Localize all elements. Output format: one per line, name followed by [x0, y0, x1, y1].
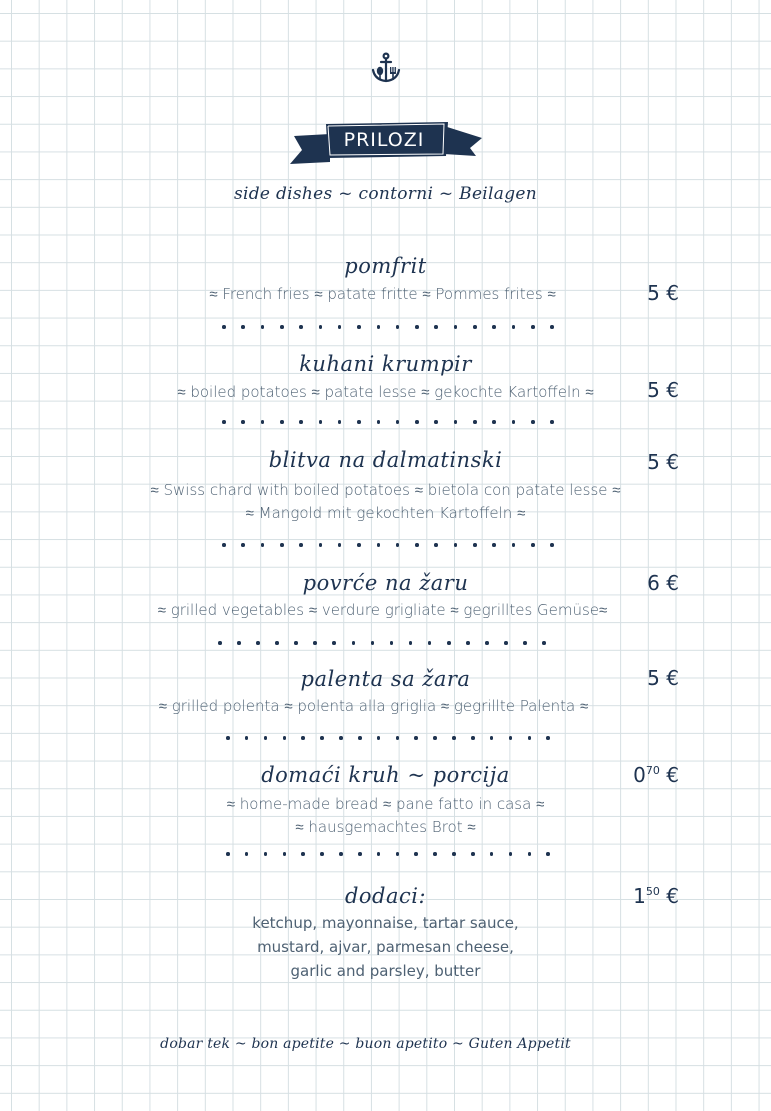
footer-greeting: dobar tek ~ bon apetite ~ buon apetito ~ Guten Appetit	[160, 1036, 571, 1052]
dish-price: 5 €	[647, 450, 679, 474]
subtitle: side dishes ~ contorni ~ Beilagen	[233, 184, 538, 204]
dish-translation: ≈ boiled potatoes ≈ patate lesse ≈ gekochte Kartoffeln ≈	[177, 383, 594, 401]
dotted-separator	[218, 641, 546, 645]
dish-price: 5 €	[647, 378, 679, 402]
dish-translation: ≈ French fries ≈ patate fritte ≈ Pommes frites ≈	[209, 285, 556, 303]
dish-name: pomfrit	[344, 254, 427, 278]
dish-price: 5 €	[647, 281, 679, 305]
dotted-separator	[226, 852, 550, 856]
dish-price: 5 €	[647, 666, 679, 690]
extras-title: dodaci:	[344, 884, 427, 908]
dotted-separator	[222, 325, 554, 329]
dish-price: 6 €	[647, 571, 679, 595]
anchor-fork-spoon-icon	[369, 52, 403, 84]
dish-translation: ≈ grilled vegetables ≈ verdure grigliate ≈ gegrilltes Gemüse≈	[157, 601, 608, 619]
dish-name: povrće na žaru	[302, 571, 469, 595]
extras-line: ketchup, mayonnaise, tartar sauce,	[252, 914, 519, 932]
dish-translation: ≈ home-made bread ≈ pane fatto in casa ≈	[226, 795, 545, 813]
dish-price: $0^{70}$ €	[633, 763, 679, 787]
dish-translation: ≈ hausgemachtes Brot ≈	[295, 818, 476, 836]
dish-name: domaći kruh ~ porcija	[261, 763, 510, 787]
extras-line: mustard, ajvar, parmesan cheese,	[257, 938, 514, 956]
dish-name: blitva na dalmatinski	[268, 448, 503, 472]
banner-title: PRILOZI	[343, 129, 425, 151]
dotted-separator	[222, 420, 554, 424]
dish-name: kuhani krumpir	[299, 352, 472, 376]
dish-translation: ≈ Mangold mit gekochten Kartoffeln ≈	[245, 504, 526, 522]
dish-translation: ≈ Swiss chard with boiled potatoes ≈ bietola con patate lesse ≈	[150, 481, 621, 499]
dish-translation: ≈ grilled polenta ≈ polenta alla griglia ≈ gegrillte Palenta ≈	[158, 697, 589, 715]
extras-line: garlic and parsley, butter	[290, 962, 481, 980]
dotted-separator	[222, 543, 554, 547]
extras-price: $1^{50}$ €	[633, 884, 679, 908]
dotted-separator	[226, 736, 550, 740]
extras-list	[0, 911, 771, 983]
dish-name: palenta sa žara	[300, 667, 471, 691]
